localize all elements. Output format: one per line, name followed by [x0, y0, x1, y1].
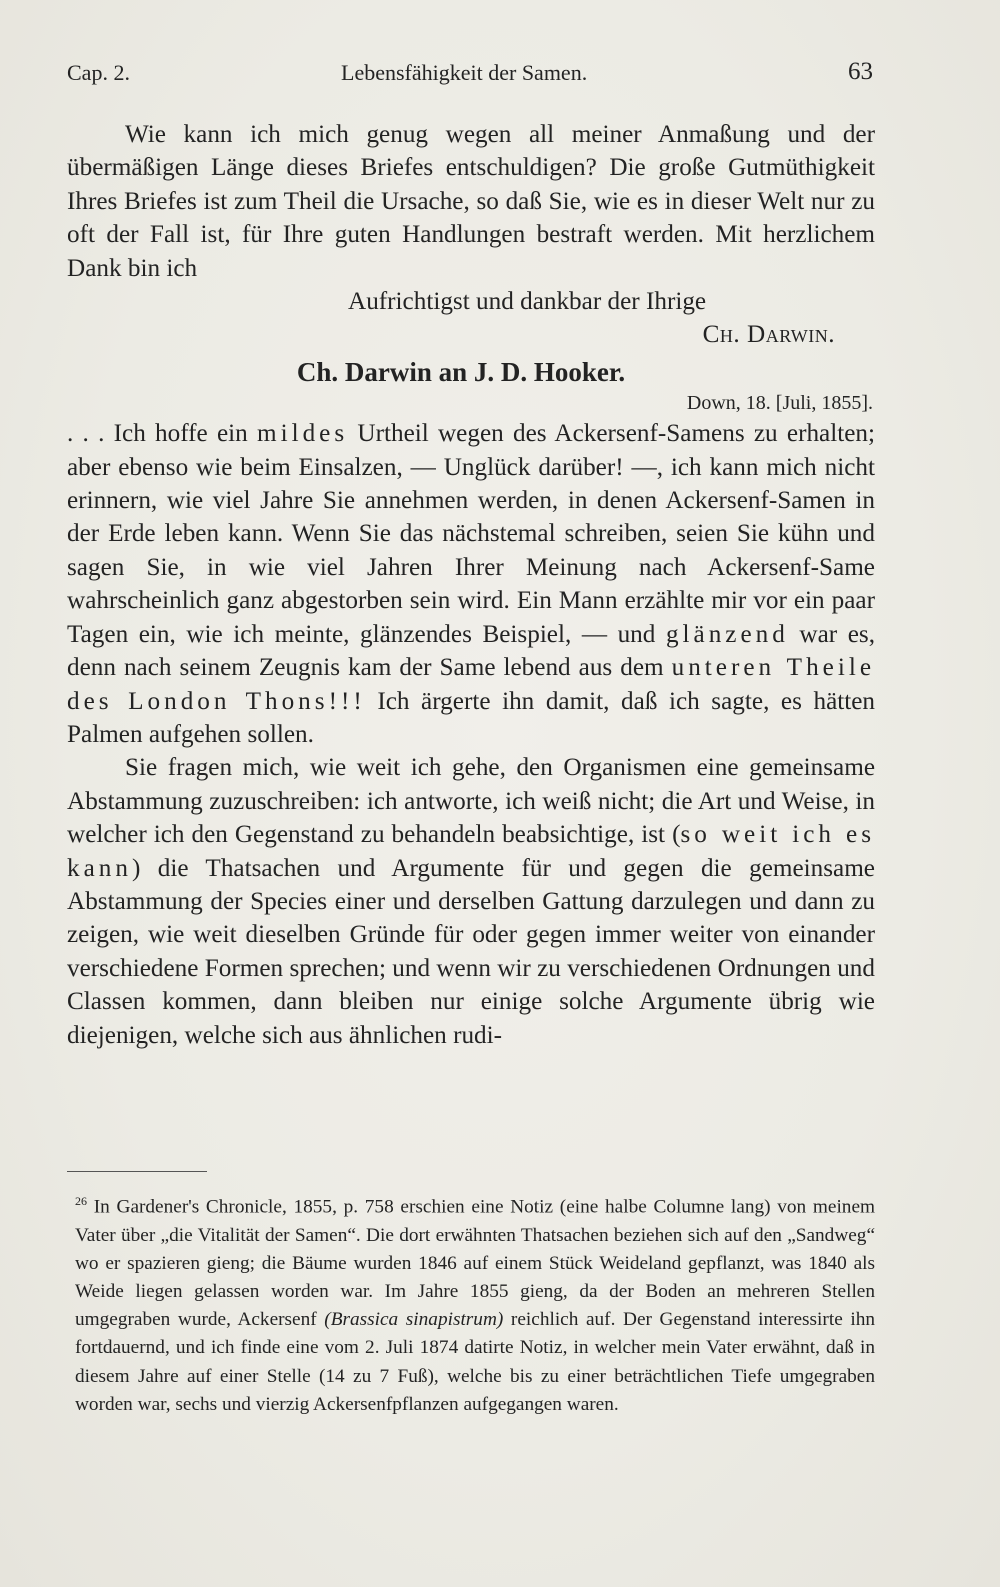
emphasis-mildes: mildes: [256, 420, 349, 448]
footnote: [75, 1187, 875, 1419]
footnote-species: (Brassica sinapistrum): [324, 1309, 504, 1331]
letter1-signature: Ch. Darwin.: [702, 321, 835, 349]
footnote-text-a: In Gardener's Chronicle, 1855, p. 758 erschien eine Notiz (eine halbe Columne lang) von meinem Vater über „die Vitalität der Samen“. Die dort erwähnten Thatsachen beziehen sich auf den „Sandweg“ wo er spazieren gieng; die Bäume wurden 1846 auf einem Stück Weideland gepflanzt, was 1840 als Weide liegen gelassen worden war. Im Jahre 1855 gieng, da der Boden an mehreren Stellen umgegraben wurde, Ackersenf: [75, 1196, 875, 1331]
emphasis-so-weit: so weit ich es kann: [67, 821, 876, 882]
p1-segment-c: Urtheil wegen des Ackersenf-Samens zu erhalten; aber ebenso wie beim Einsalzen, — Unglück darüber! —, ich kann mich nicht erinnern, wie viel Jahre Sie annehmen werden, in denen Ackersenf-Samen in der Erde leben kann. Wenn Sie das nächstemal schreiben, seien Sie kühn und sagen Sie, in wie viel Jahren Ihrer Meinung nach Ackersenf-Same wahrscheinlich ganz abgestorben sein wird. Ein Mann erzählte mir vor ein paar Tagen ein, wie ich meinte, glänzendes Beispiel, — und: [67, 420, 876, 648]
running-title: Lebensfähigkeit der Samen.: [341, 60, 588, 85]
footnote-number: 26: [75, 1194, 87, 1208]
footnote-divider: [67, 1171, 207, 1172]
main-text: [67, 118, 875, 1052]
letter1-paragraph: Wie kann ich mich genug wegen all meiner Anmaßung und der übermäßigen Länge dieses Briefes entschuldigen? Die große Gutmüthigkeit Ihres Briefes ist zum Theil die Ursache, so daß Sie, wie es in dieser Welt nur zu oft der Fall ist, für Ihre guten Handlungen bestraft werden. Mit herzlichem Dank bin ich: [67, 121, 875, 282]
letter1-closing: Aufrichtigst und dankbar der Ihrige: [348, 288, 707, 316]
emphasis-glaenzend: glänzend: [665, 620, 789, 648]
p1-segment-e: war es, denn nach seinem Zeugnis kam der Same lebend aus dem: [67, 620, 876, 682]
page-number: 63: [848, 58, 873, 85]
letter2-paragraph-1: [67, 417, 875, 751]
footnote-text-b: reichlich auf. Der Gegenstand interessirte ihn fortdauernd, und ich finde eine vom 2. Juli 1874 datirte Notiz, in welcher mein Vater erwähnt, daß in diesem Jahre auf einer Stelle (14 zu 7 Fuß), welche bis zu einer beträchtlichen Tiefe umgegraben worden war, sechs und vierzig Ackersenfpflanzen aufgegangen waren.: [75, 1309, 875, 1415]
p1-segment-a: . . . Ich hoffe ein: [67, 420, 248, 448]
p2-segment-a: Sie fragen mich, wie weit ich gehe, den Organismen eine gemeinsame Abstammung zuzuschreiben: ich antworte, ich weiß nicht; die Art und Weise, in welcher ich den Gegenstand zu behandeln beabsichtige, ist (: [67, 754, 875, 849]
letter2-dateline: Down, 18. [Juli, 1855].: [686, 392, 873, 415]
letter2-heading: Ch. Darwin an J. D. Hooker.: [296, 356, 626, 387]
p2-segment-c: ) die Thatsachen und Argumente für und gegen die gemeinsame Abstammung der Species einer und derselben Gattung darzulegen und dann zu zeigen, wie weit dieselben Gründe für oder gegen immer weiter von einander verschiedene Formen sprechen; und wenn wir zu verschiedenen Ordnungen und Classen kommen, dann bleiben nur einige solche Argumente übrig wie diejenigen, welche sich aus ähnlichen rudi-: [67, 854, 875, 1049]
chapter-label: Cap. 2.: [67, 60, 130, 85]
p1-segment-g: Ich ärgerte ihn damit, daß ich sagte, es hätten Palmen aufgehen sollen.: [67, 687, 876, 748]
emphasis-london-thon: unteren Theile des London Thons!!!: [67, 654, 876, 715]
letter2-paragraph-2: [67, 751, 875, 1052]
running-header: [67, 60, 875, 96]
